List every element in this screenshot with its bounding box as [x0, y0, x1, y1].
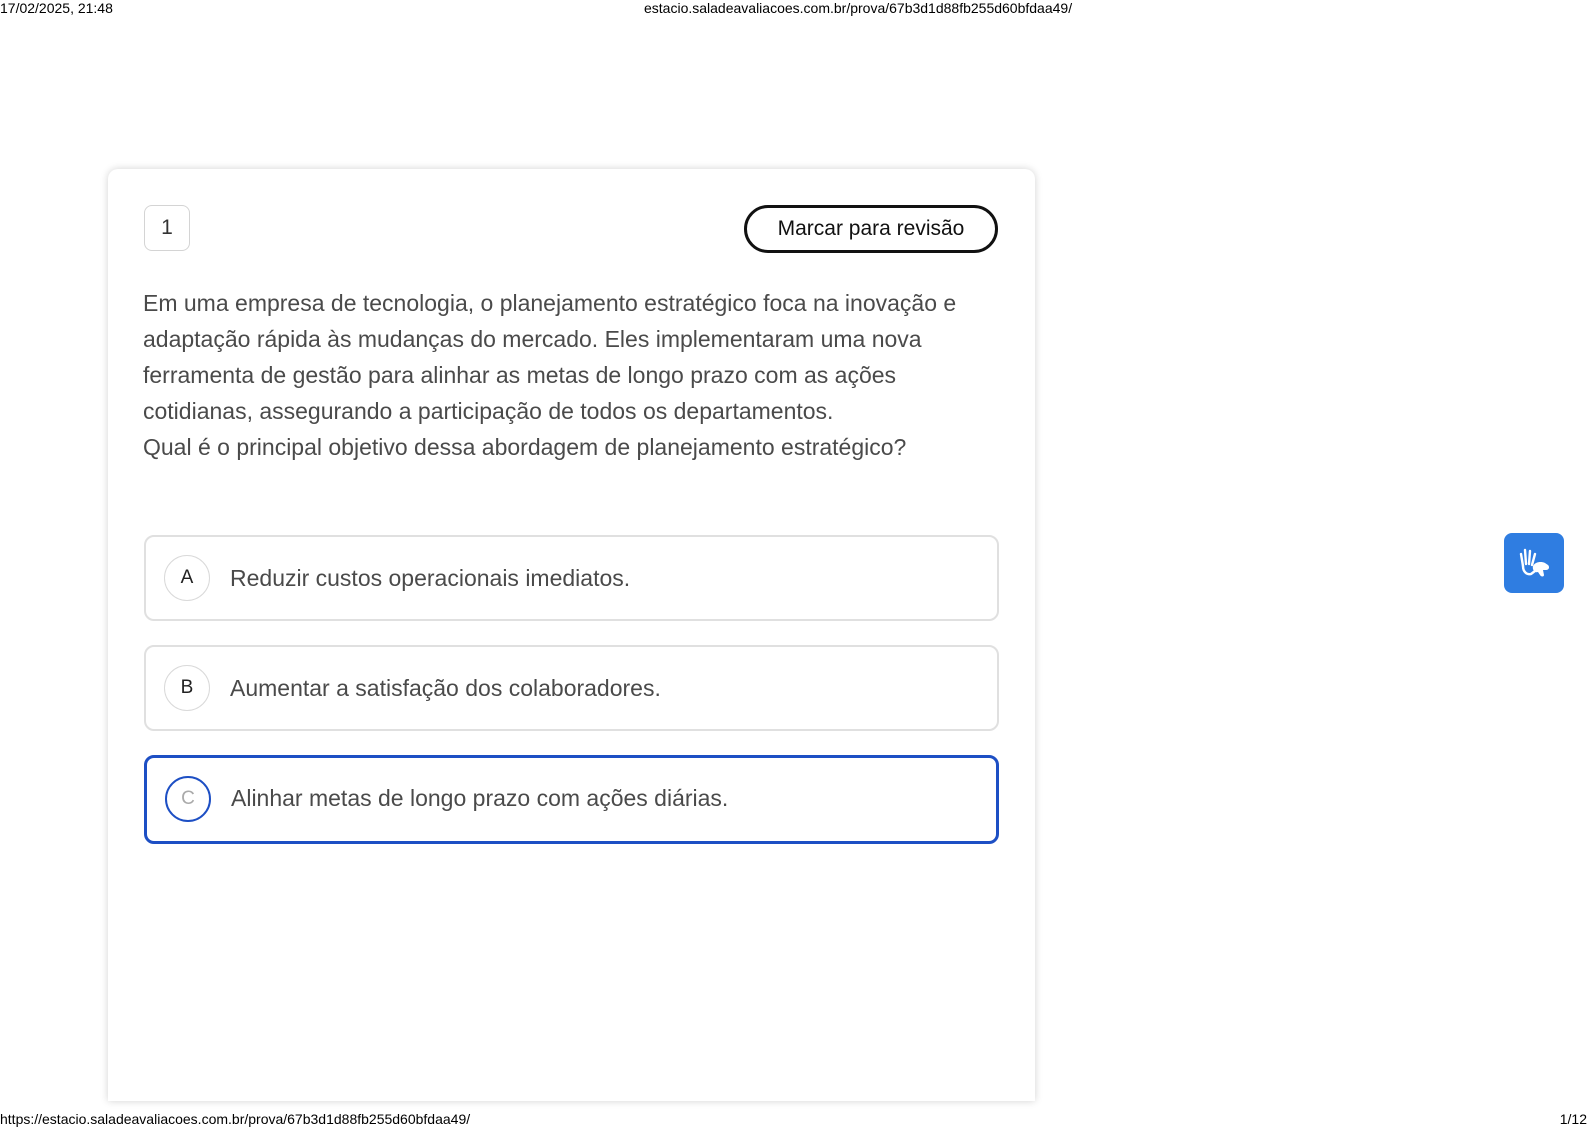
print-page-number: 1/12	[1559, 1111, 1587, 1127]
question-statement: Em uma empresa de tecnologia, o planejamento estratégico foca na inovação e adaptação rápida às mudanças do mercado. Eles implementaram uma nova ferramenta de gestão para alinhar as metas de longo prazo com as ações cotidianas, assegurando a participação de todos os departamentos.	[143, 290, 957, 424]
option-c-text: Alinhar metas de longo prazo com ações diárias.	[231, 784, 729, 811]
option-c-letter: C	[165, 776, 211, 822]
question-prompt: Qual é o principal objetivo dessa abordagem de planejamento estratégico?	[143, 434, 907, 460]
mark-for-review-button[interactable]: Marcar para revisão	[744, 205, 998, 253]
option-b[interactable]	[144, 645, 999, 731]
print-footer	[0, 1111, 1587, 1127]
sign-language-icon	[1515, 544, 1553, 582]
option-a-text: Reduzir custos operacionais imediatos.	[230, 564, 631, 591]
option-a[interactable]	[144, 535, 999, 621]
print-page-title: estacio.saladeavaliacoes.com.br/prova/67b3d1d88fb255d60bfdaa49/	[644, 0, 1073, 16]
option-a-letter: A	[164, 555, 210, 601]
sign-language-accessibility-button[interactable]	[1504, 533, 1564, 593]
print-datetime: 17/02/2025, 21:48	[0, 0, 113, 16]
print-header	[0, 0, 1587, 16]
question-card	[108, 169, 1035, 1101]
print-url: https://estacio.saladeavaliacoes.com.br/prova/67b3d1d88fb255d60bfdaa49/	[0, 1111, 471, 1127]
option-b-letter: B	[164, 665, 210, 711]
option-b-text: Aumentar a satisfação dos colaboradores.	[230, 674, 661, 701]
question-text	[143, 285, 1003, 465]
question-number: 1	[144, 205, 190, 251]
option-c[interactable]	[144, 755, 999, 844]
